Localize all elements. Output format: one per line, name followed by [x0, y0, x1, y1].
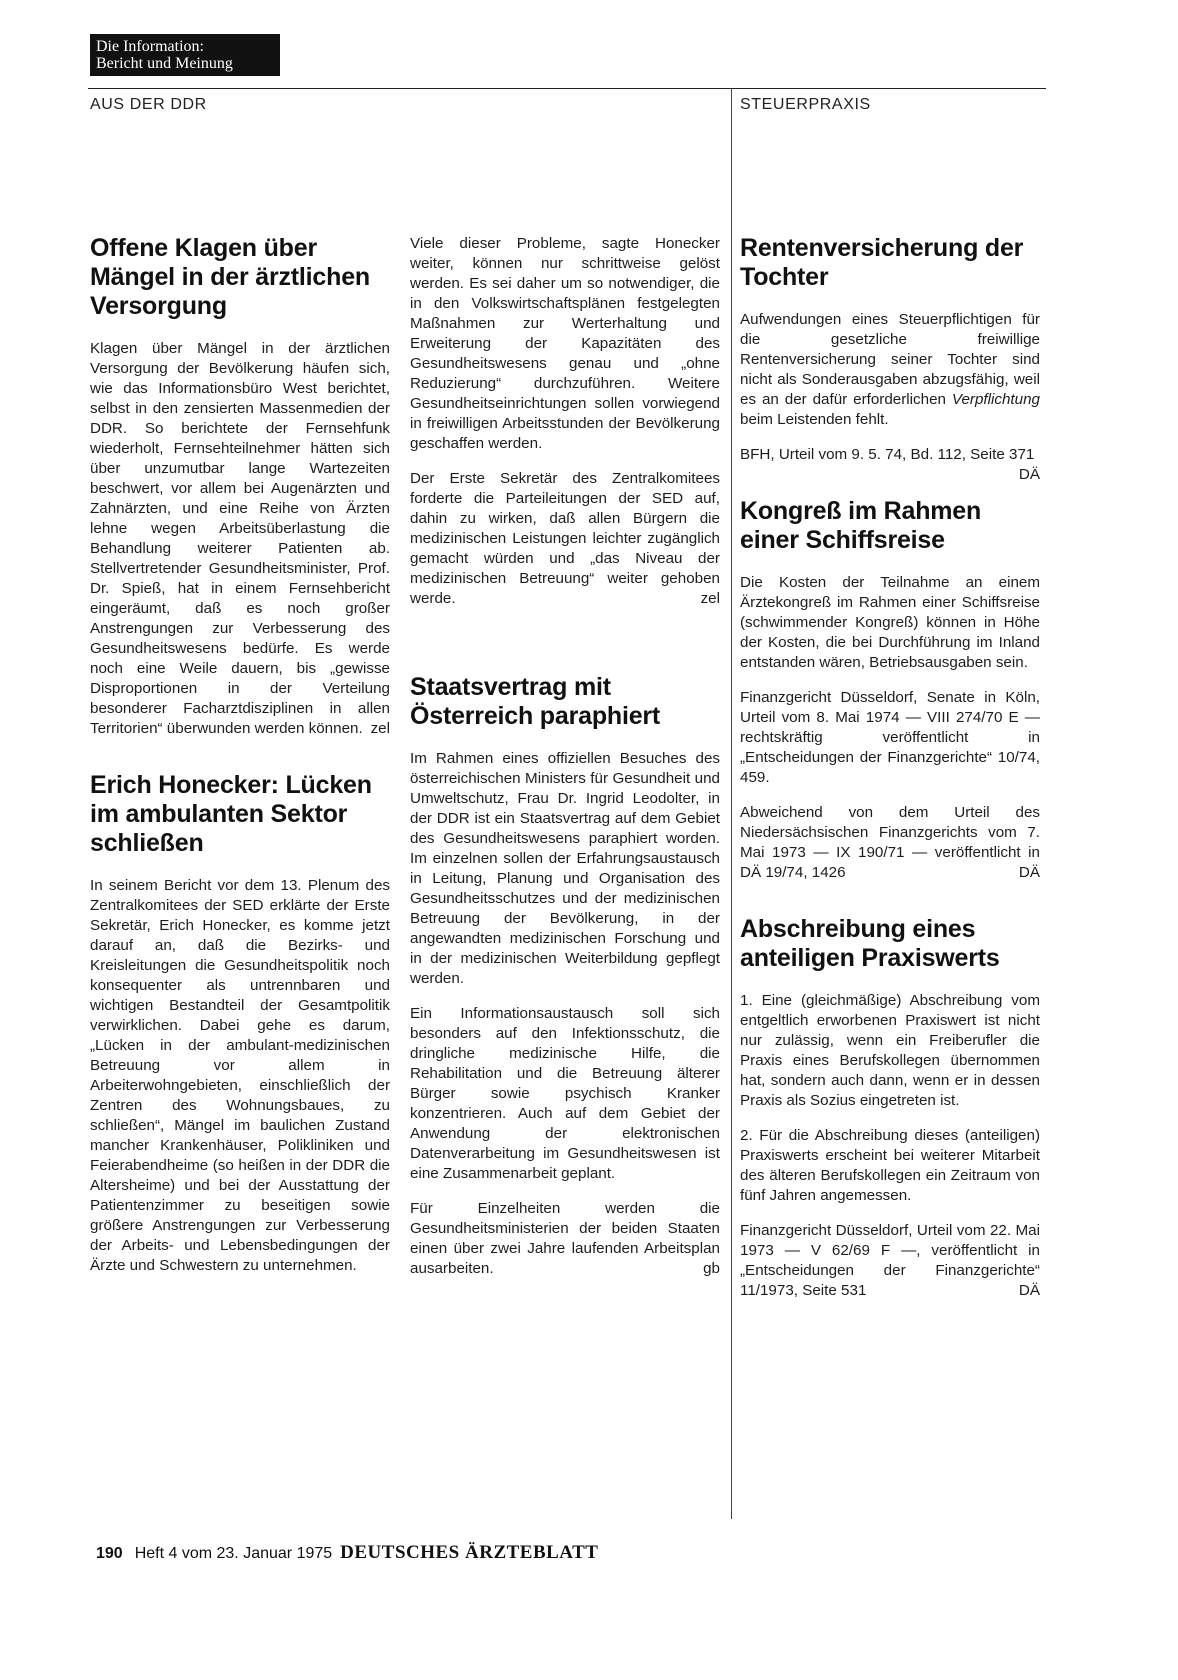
- emphasis-text: Verpflichtung: [951, 391, 1040, 408]
- article-honecker: [90, 771, 390, 1276]
- page-footer: [96, 1542, 598, 1564]
- article-abschreibung: [740, 915, 1040, 1301]
- section-label-ddr: AUS DER DDR: [90, 96, 207, 113]
- citation-text: Abweichend von dem Urteil des Niedersächsischen Finanzgerichts vom 7. Mai 1973 — IX 190/71 — veröffentlicht in DÄ 19/74, 1426: [740, 804, 1040, 881]
- article-paragraph: Im Rahmen eines offiziellen Besuches des österreichischen Ministers für Gesundheit und Umweltschutz, Frau Dr. Ingrid Leodolter, in der DDR ist ein Staatsvertrag auf dem Gebiet des Gesundheitswesens paraphiert worden. Im einzelnen sollen der Erfahrungsaustausch in Leitung, Planung und Organisation des Gesundheitsschutzes und der medizinischen Betreuung der Bevölkerung, in der angewandten medizinischen Forschung und in der medizinischen Weiterbildung gepflegt werden.: [410, 750, 720, 987]
- section-label-steuerpraxis: STEUERPRAXIS: [740, 96, 871, 113]
- author-signature: zel: [700, 590, 720, 607]
- article-title: Offene Klagen über Mängel in der ärztlichen Versorgung: [90, 234, 370, 320]
- citation: [740, 1221, 1040, 1301]
- article-paragraph: [410, 469, 720, 609]
- paragraph-text: Klagen über Mängel in der ärztlichen Versorgung der Bevölkerung häufen sich, wie das Informationsbüro West berichtet, selbst in den zensierten Massenmedien der DDR. So berichtete der Fernsehfunk wiederholt, Fernsehteilnehmer hätten sich über unzumutbar lange Wartezeiten beschwert, vor allem bei Augenärzten und Zahnärzten, und eine Reihe von Ärzten lehne wegen Arbeitsüberlastung die Behandlung weiterer Patienten ab. Stellvertretender Gesundheitsminister, Prof. Dr. Spieß, hat in einem Fernsehbericht eingeräumt, daß es noch großer Anstrengungen zur Verbesserung des Gesundheitswesens bedürfe. Es werde noch eine Weile dauern, bis „gewisse Disproportionen in der Verteilung besonderer Facharztdisziplinen in allen Territorien“ überwunden werden können.: [90, 340, 390, 737]
- rubric-line-2: Bericht und Meinung: [96, 55, 233, 72]
- article-title: Kongreß im Rahmen einer Schiffsreise: [740, 497, 982, 554]
- article-title: Erich Honecker: Lücken im ambulanten Sektor schließen: [90, 771, 372, 857]
- article-title: Abschreibung eines anteiligen Praxiswerts: [740, 915, 1000, 972]
- article-klagen: [90, 234, 390, 739]
- article-paragraph: Viele dieser Probleme, sagte Honecker weiter, können nur schrittweise gelöst werden. Es sei daher um so notwendiger, die in den Volkswirtschaftsplänen festgelegten Maßnahmen zur Werterhaltung und Erweiterung der Kapazitäten des Gesundheitswesens genau und „ohne Reduzierung“ durchzuführen. Weitere Gesundheitseinrichtungen sollen vorwiegend in freiwilligen Arbeitsstunden der Bevölkerung geschaffen werden.: [410, 235, 720, 452]
- author-signature: DÄ: [1018, 864, 1040, 881]
- rubric-banner: [90, 34, 280, 76]
- column-2: [410, 234, 720, 1279]
- article-title: Staatsvertrag mit Österreich paraphiert: [410, 673, 661, 730]
- article-staatsvertrag: [410, 673, 720, 1279]
- article-title: Rentenversicherung der Tochter: [740, 234, 1024, 291]
- article-paragraph: Die Kosten der Teilnahme an einem Ärztekongreß im Rahmen einer Schiffsreise (schwimmender Kongreß) können in Höhe der Kosten, die bei Durchführung im Inland entstanden wären, Betriebsausgaben sein.: [740, 574, 1040, 671]
- author-signature: DÄ: [1018, 466, 1040, 483]
- citation: Finanzgericht Düsseldorf, Senate in Köln, Urteil vom 8. Mai 1974 — VIII 274/70 E — rechtskräftig veröffentlicht in „Entscheidungen der Finanzgerichte“ 10/74, 459.: [740, 689, 1040, 786]
- column-3: [740, 234, 1040, 1301]
- author-signature: zel: [370, 720, 390, 737]
- citation: [740, 445, 1040, 483]
- masthead: DEUTSCHES ÄRZTEBLATT: [340, 1542, 599, 1563]
- article-paragraph: 2. Für die Abschreibung dieses (anteiligen) Praxiswerts erscheint bei weiterer Mitarbeit des älteren Berufskollegen ein Zeitraum von fünf Jahren angemessen.: [740, 1127, 1040, 1204]
- author-signature: gb: [703, 1260, 720, 1277]
- citation: [740, 803, 1040, 883]
- paragraph-text: Der Erste Sekretär des Zentralkomitees forderte die Parteileitungen der SED auf, dahin zu wirken, daß allen Bürgern die medizinischen Leistungen leichter zugänglich gemacht würden und „das Niveau der medizinischen Betreuung“ weiter gehoben werde.: [410, 470, 720, 607]
- citation-text: BFH, Urteil vom 9. 5. 74, Bd. 112, Seite 371: [740, 446, 1035, 463]
- paragraph-text: beim Leistenden fehlt.: [740, 411, 889, 428]
- header-rule: [88, 88, 1046, 89]
- author-signature: DÄ: [1018, 1282, 1040, 1299]
- page-number: 190: [96, 1545, 123, 1562]
- paragraph-text: Aufwendungen eines Steuerpflichtigen für die gesetzliche freiwillige Rentenversicherung seiner Tochter sind nicht als Sonderausgaben abzugsfähig, weil es an der dafür erforderlichen: [740, 311, 1040, 408]
- article-rentenversicherung: [740, 234, 1040, 483]
- article-paragraph: Ein Informationsaustausch soll sich besonders auf den Infektionsschutz, die dringliche medizinische Hilfe, die Rehabilitation und die Betreuung älterer Bürger sowie psychisch Kranker konzentrieren. Auch auf dem Gebiet der Anwendung der elektronischen Datenverarbeitung im Gesundheitswesen ist eine Zusammenarbeit geplant.: [410, 1005, 720, 1182]
- citation-text: Finanzgericht Düsseldorf, Urteil vom 22. Mai 1973 — V 62/69 F —, veröffentlicht in „Entscheidungen der Finanzgerichte“ 11/1973, Seite 531: [740, 1222, 1040, 1299]
- article-paragraph: [740, 310, 1040, 430]
- rubric-line-1: Die Information:: [96, 38, 204, 55]
- column-1: [90, 234, 390, 1276]
- column-divider: [731, 88, 732, 1519]
- paragraph-text: Für Einzelheiten werden die Gesundheitsministerien der beiden Staaten einen über zwei Jahre laufenden Arbeitsplan ausarbeiten.: [410, 1200, 720, 1277]
- article-paragraph: In seinem Bericht vor dem 13. Plenum des Zentralkomitees der SED erklärte der Erste Sekretär, Erich Honecker, es komme jetzt darauf an, daß die Bezirks- und Kreisleitungen die Gesundheitspolitik noch konsequenter als untrennbaren und wichtigen Bestandteil der Gesamtpolitik verwirklichen. Dabei gehe es darum, „Lücken in der ambulant-medizinischen Betreuung vor allem in Arbeiterwohngebieten, einschließlich der Zentren des Wohnungsbaues, zu schließen“, Mängel im baulichen Zustand mancher Krankenhäuser, Polikliniken und Feierabendheime (so heißen in der DDR die Altersheime) und bei der Ausstattung der Patientenzimmer zu beseitigen sowie größere Anstrengungen zur Verbesserung der Arbeits- und Lebensbedingungen der Ärzte und Schwestern zu unternehmen.: [90, 877, 390, 1274]
- article-kongress: [740, 497, 1040, 883]
- article-paragraph: 1. Eine (gleichmäßige) Abschreibung vom entgeltlich erworbenen Praxiswert ist nicht nur zulässig, wenn ein Freiberufler die Praxis eines Berufskollegen übernommen hat, sondern auch dann, wenn er in dessen Praxis als Sozius eingetreten ist.: [740, 992, 1040, 1109]
- article-paragraph: [90, 339, 390, 739]
- article-paragraph: [410, 1199, 720, 1279]
- issue-info: Heft 4 vom 23. Januar 1975: [134, 1545, 333, 1562]
